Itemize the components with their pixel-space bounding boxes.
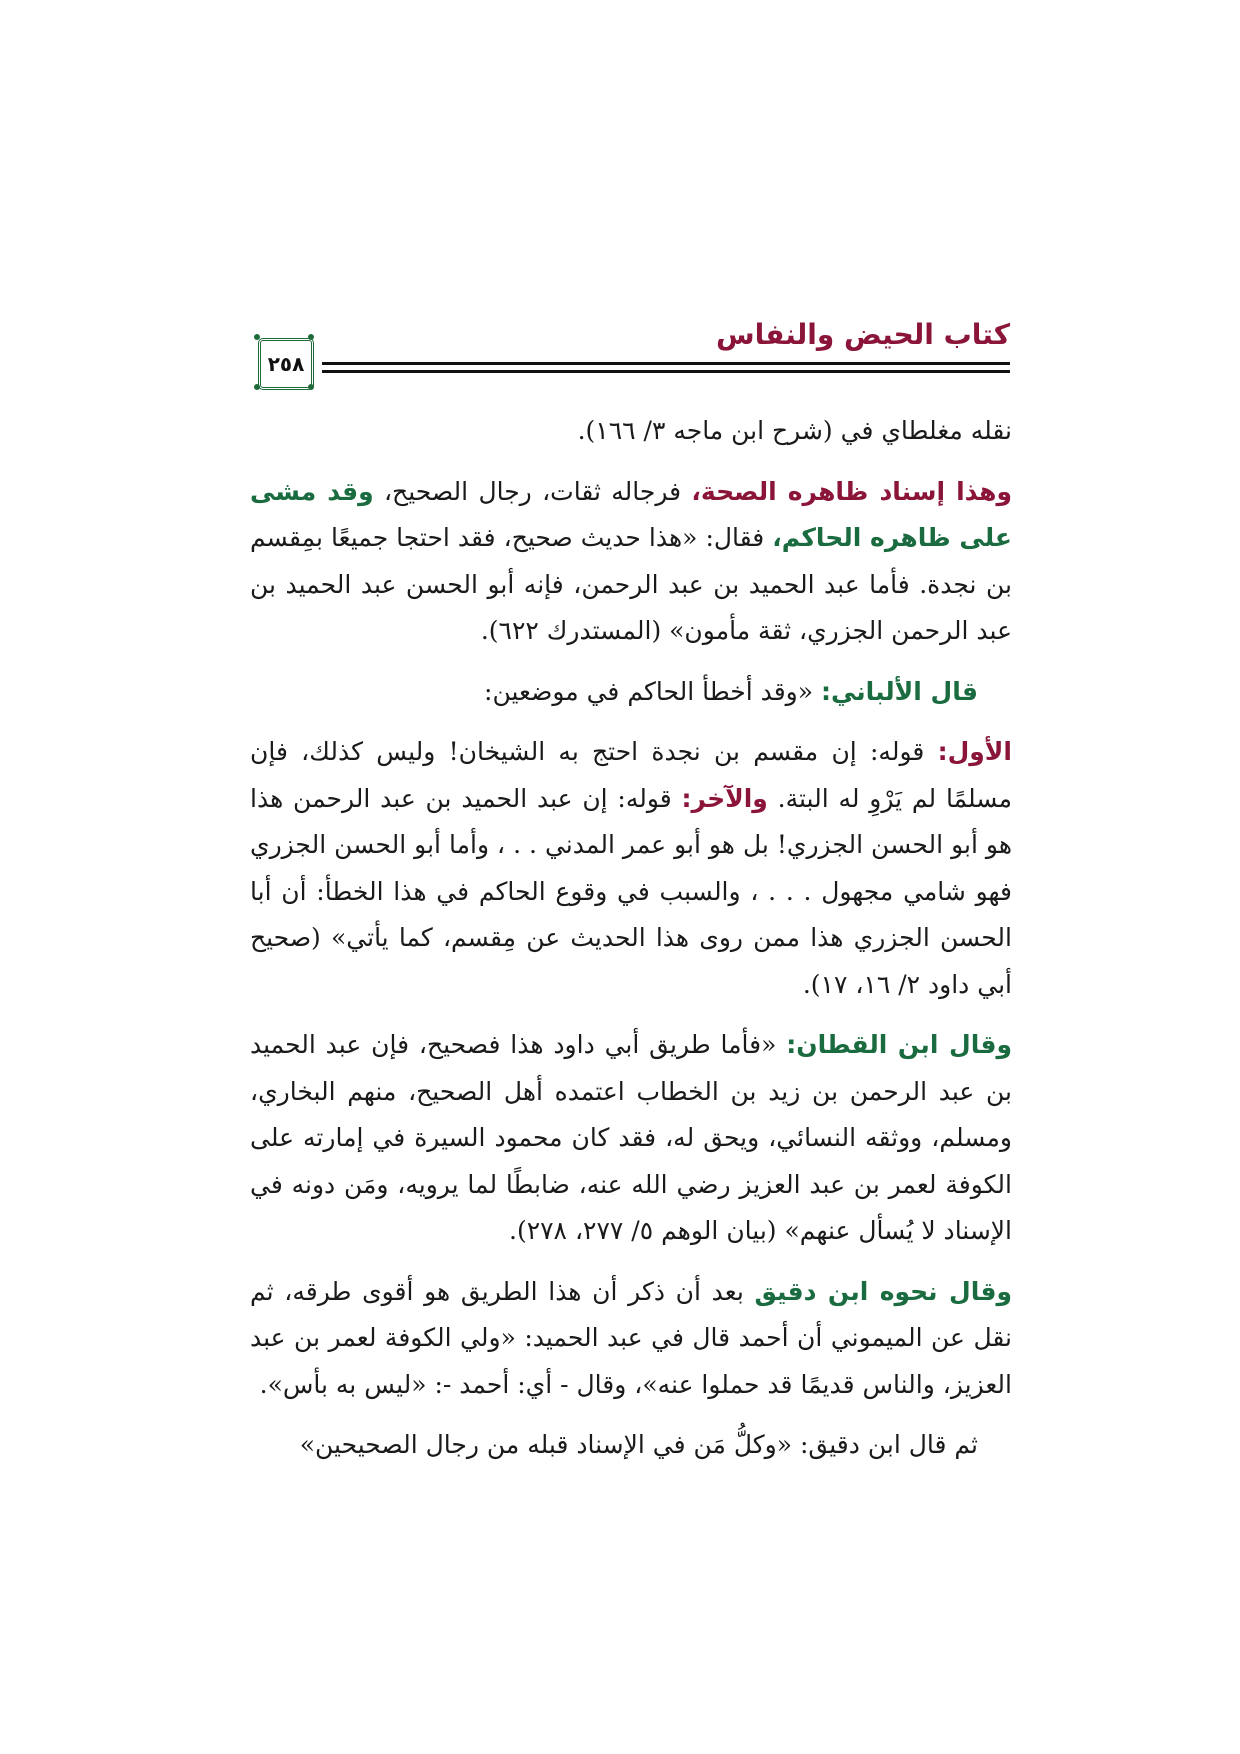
paragraph-1 [250,408,1012,455]
paragraph-3 [250,669,1012,716]
header-rule-top [250,362,1010,365]
paragraph-6 [250,1269,1012,1409]
book-title: كتاب الحيض والنفاس [715,318,1010,351]
ornament-icon [254,334,260,340]
keyword-other: والآخر: [681,783,768,813]
keyword-albani: قال الألباني: [821,676,978,706]
paragraph-4 [250,729,1012,1008]
paragraph-2 [250,469,1012,655]
keyword-hakim: وقد مشى على ظاهره الحاكم، [250,476,1012,552]
paragraph-7 [250,1422,1012,1469]
page-header [250,318,1010,398]
page-number-badge [250,334,322,394]
paragraph-4-text-1: قوله: إن مقسم بن نجدة احتج به الشيخان! وليس كذلك، فإن مسلمًا لم يَرْوِ له البتة. [250,737,1012,813]
ornament-icon [308,334,314,340]
paragraph-2-text-1: فرجاله ثقات، رجال الصحيح، [373,476,692,506]
page-number: ٢٥٨ [258,338,314,390]
keyword-first: الأول: [937,737,1012,766]
main-text [250,408,1012,1483]
paragraph-1-text: نقله مغلطاي في (شرح ابن ماجه ٣/ ١٦٦). [577,416,1012,445]
paragraph-7-text: ثم قال ابن دقيق: «وكلُّ مَن في الإسناد قبله من رجال الصحيحين» [299,1430,978,1459]
paragraph-5-text: «فأما طريق أبي داود هذا فصحيح، فإن عبد الحميد بن عبد الرحمن بن زيد بن الخطاب اعتمده أهل الصحيح، منهم البخاري، ومسلم، ووثقه النسائي، ويحق له، فقد كان محمود السيرة في إمارته على الكوفة لعمر بن عبد العزيز رضي الله عنه، ضابطًا لما يرويه، ومَن دونه في الإسناد لا يُسأل عنهم» (بيان الوهم ٥/ ٢٧٧، ٢٧٨). [250,1030,1012,1245]
paragraph-6-text: بعد أن ذكر أن هذا الطريق هو أقوى طرقه، ثم نقل عن الميموني أن أحمد قال في عبد الحميد: «ولي الكوفة لعمر بن عبد العزيز، والناس قديمًا قد حملوا عنه»، وقال - أي: أحمد -: «ليس به بأس». [250,1276,1012,1399]
paragraph-4-text-2: قوله: إن عبد الحميد بن عبد الرحمن هذا هو أبو الحسن الجزري! بل هو أبو عمر المدني . . ، وأما أبو الحسن الجزري فهو شامي مجهول . . . ، والسبب في وقوع الحاكم في هذا الخطأ: أن أبا الحسن الجزري هذا ممن روى هذا الحديث عن مِقسم، كما يأتي» (صحيح أبي داود ٢/ ١٦، ١٧). [250,783,1012,999]
keyword-ibn-daqiq: وقال نحوه ابن دقيق [754,1276,1012,1306]
paragraph-5 [250,1022,1012,1255]
ornament-icon [308,384,314,390]
keyword-isnad: وهذا إسناد ظاهره الصحة، [691,476,1012,506]
keyword-ibn-qattan: وقال ابن القطان: [786,1030,1012,1059]
paragraph-3-text: «وقد أخطأ الحاكم في موضعين: [484,676,821,706]
paragraph-2-text-2: فقال: «هذا حديث صحيح، فقد احتجا جميعًا بمِقسم بن نجدة. فأما عبد الحميد بن عبد الرحمن، فإنه أبو الحسن عبد الحميد بن عبد الرحمن الجزري، ثقة مأمون» (المستدرك ٦٢٢). [250,523,1012,645]
header-rule-bottom [250,370,1010,373]
ornament-icon [254,384,260,390]
